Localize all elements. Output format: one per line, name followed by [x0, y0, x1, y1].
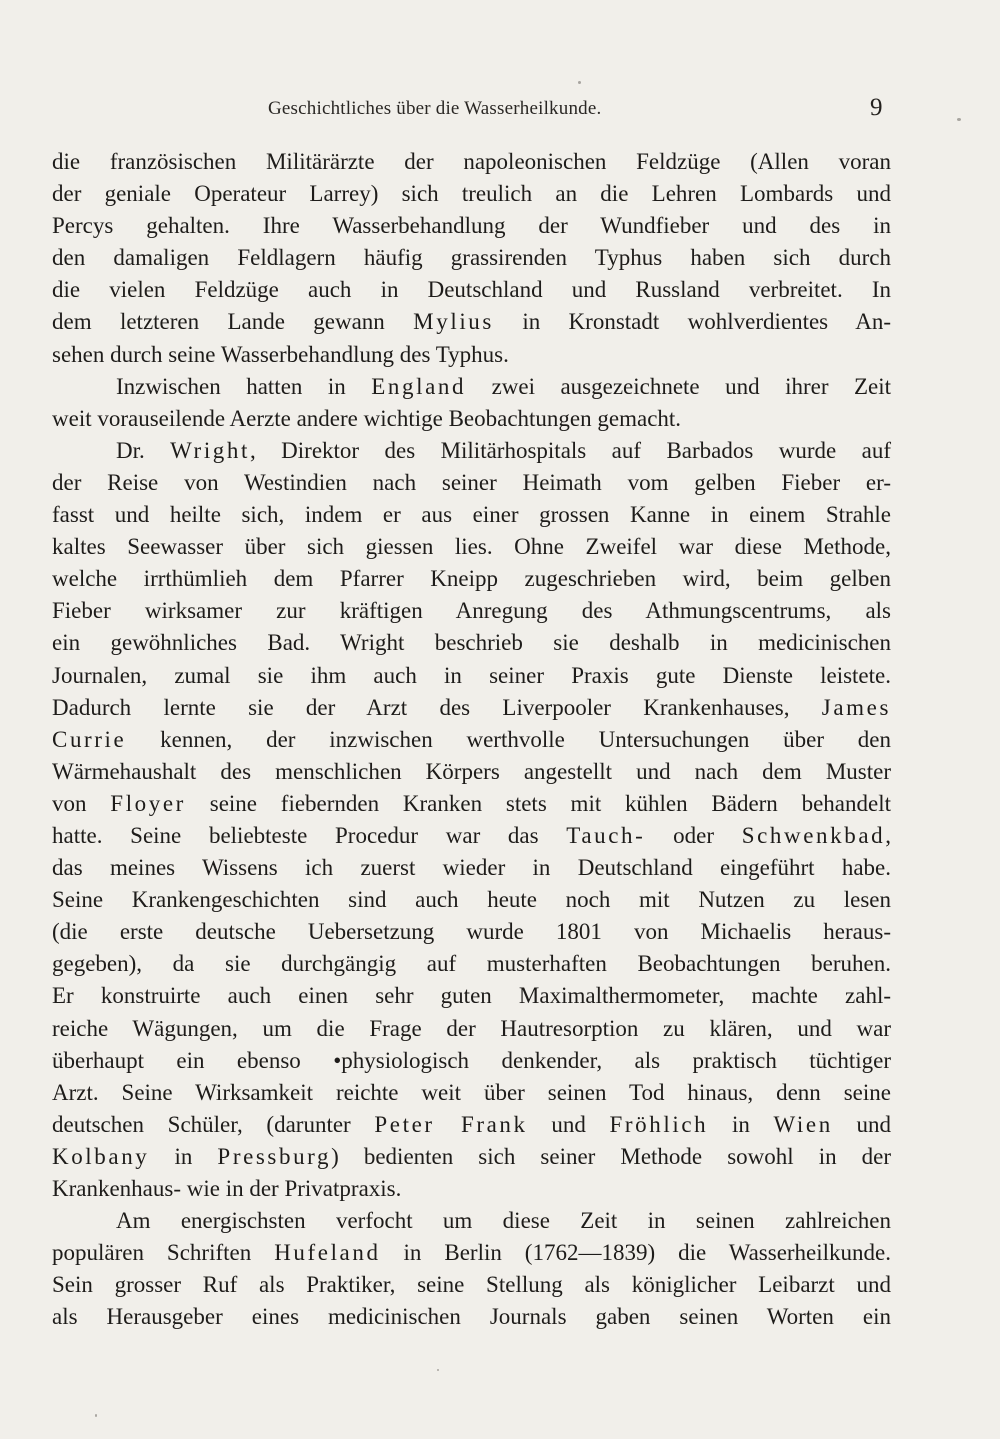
text-segment: , — [885, 822, 891, 848]
text-segment: der Reise von Westindien nach seiner Heimath vom gelben Fieber er- — [52, 469, 891, 495]
emphasized-name: Peter Frank — [374, 1111, 528, 1137]
text-line — [52, 146, 891, 178]
text-segment: Inzwischen hatten in — [116, 373, 372, 399]
text-line — [52, 595, 891, 627]
emphasized-name: Schwenkbad — [741, 822, 886, 848]
text-line — [52, 1045, 891, 1077]
body-text — [52, 146, 891, 1333]
text-segment: fasst und heilte sich, indem er aus einer grossen Kanne in einem Strahle — [52, 502, 891, 528]
text-line — [52, 1141, 891, 1173]
text-line — [52, 724, 891, 756]
text-line — [52, 1077, 891, 1109]
text-segment: ) bedienten sich seiner Methode sowohl in der — [331, 1143, 892, 1169]
text-line — [52, 884, 891, 916]
text-segment: der geniale Operateur Larrey) sich treulich an die Lehren Lombards und — [52, 181, 891, 207]
text-segment: Seine Krankengeschichten sind auch heute noch mit Nutzen zu lesen — [52, 887, 891, 913]
text-line — [52, 820, 891, 852]
text-line — [52, 563, 891, 595]
text-segment: Am energischsten verfocht um diese Zeit in seinen zahlreichen — [116, 1208, 891, 1234]
text-segment: seine fiebernden Kranken stets mit kühlen Bädern behandelt — [185, 790, 892, 816]
text-segment: Dadurch lernte sie der Arzt des Liverpooler Krankenhauses, — [52, 694, 822, 720]
text-line — [52, 242, 891, 274]
emphasized-name: Mylius — [413, 309, 494, 335]
emphasized-name: England — [371, 373, 467, 399]
text-segment: welche irrthümlieh dem Pfarrer Kneipp zugeschrieben wird, beim gelben — [52, 566, 891, 592]
text-segment: als Herausgeber eines medicinischen Journals gaben seinen Worten ein — [52, 1304, 891, 1330]
emphasized-name: Pressburg — [217, 1143, 332, 1169]
text-segment: und — [832, 1111, 891, 1137]
text-segment: dem letzteren Lande gewann — [52, 309, 414, 335]
text-line — [52, 627, 891, 659]
text-line — [52, 692, 891, 724]
text-line — [52, 916, 891, 948]
text-line — [52, 852, 891, 884]
emphasized-name: Currie — [52, 726, 127, 752]
text-line — [52, 210, 891, 242]
text-line — [52, 306, 891, 338]
text-segment: , Direktor des Militärhospitals auf Barbados wurde auf — [250, 437, 891, 463]
text-line — [52, 1237, 891, 1269]
text-segment: kennen, der inzwischen werthvolle Untersuchungen über den — [126, 726, 891, 752]
emphasized-name: James — [821, 694, 891, 720]
text-line — [52, 178, 891, 210]
text-segment: und — [527, 1111, 610, 1137]
text-line — [52, 1109, 891, 1141]
text-segment: überhaupt ein ebenso •physiologisch denkender, als praktisch tüchtiger — [52, 1047, 891, 1073]
text-segment: den damaligen Feldlagern häufig grassirenden Typhus haben sich durch — [52, 245, 891, 271]
emphasized-name: Kolbany — [52, 1143, 150, 1169]
text-segment: oder — [645, 822, 742, 848]
text-line — [52, 499, 891, 531]
text-line — [52, 467, 891, 499]
text-segment: sehen durch seine Wasserbehandlung des Typhus. — [52, 341, 509, 367]
text-segment: Fieber wirksamer zur kräftigen Anregung des Athmungscentrums, als — [52, 598, 891, 624]
text-line — [52, 1205, 891, 1237]
text-line — [52, 435, 891, 467]
text-line — [52, 371, 891, 403]
text-segment: in Kronstadt wohlverdientes An- — [493, 309, 891, 335]
text-line — [52, 339, 891, 371]
text-segment: das meines Wissens ich zuerst wieder in Deutschland eingeführt habe. — [52, 855, 891, 881]
text-segment: von — [52, 790, 111, 816]
text-line — [52, 1173, 891, 1205]
text-segment: Krankenhaus- wie in der Privatpraxis. — [52, 1176, 402, 1201]
print-speck — [578, 81, 581, 84]
text-line — [52, 1269, 891, 1301]
print-speck — [437, 1369, 439, 1371]
text-segment: die französischen Militärärzte der napoleonischen Feldzüge (Allen voran — [52, 149, 891, 174]
text-segment: kaltes Seewasser über sich giessen lies. Ohne Zweifel war diese Methode, — [52, 534, 891, 560]
text-line — [52, 274, 891, 306]
text-line — [52, 756, 891, 788]
text-line — [52, 980, 891, 1012]
emphasized-name: Hufeland — [274, 1240, 381, 1266]
text-segment: weit vorauseilende Aerzte andere wichtige Beobachtungen gemacht. — [52, 405, 682, 431]
text-line — [52, 1301, 891, 1333]
text-segment: Sein grosser Ruf als Praktiker, seine Stellung als königlicher Leibarzt und — [52, 1272, 891, 1298]
running-title: Geschichtliches über die Wasserheilkunde. — [268, 98, 602, 119]
text-segment: zwei ausgezeichnete und ihrer Zeit — [466, 373, 891, 399]
text-segment: ein gewöhnliches Bad. Wright beschrieb sie deshalb in medicinischen — [52, 630, 891, 656]
text-segment: Er konstruirte auch einen sehr guten Maximalthermometer, machte zahl- — [52, 983, 891, 1009]
emphasized-name: Floyer — [110, 790, 186, 816]
page-number: 9 — [870, 94, 883, 121]
text-line — [52, 1013, 891, 1045]
text-segment: deutschen Schüler, (darunter — [52, 1111, 375, 1137]
print-speck — [95, 1414, 97, 1417]
running-header — [0, 96, 1000, 126]
text-line — [52, 403, 891, 435]
text-segment: Arzt. Seine Wirksamkeit reichte weit über seinen Tod hinaus, denn seine — [52, 1079, 891, 1105]
print-speck — [957, 118, 961, 121]
emphasized-name: Tauch- — [566, 822, 646, 848]
text-segment: hatte. Seine beliebteste Procedur war das — [52, 822, 567, 848]
text-line — [52, 788, 891, 820]
text-segment: gegeben), da sie durchgängig auf musterhaften Beobachtungen beruhen. — [52, 951, 891, 977]
text-line — [52, 948, 891, 980]
text-line — [52, 531, 891, 563]
text-segment: die vielen Feldzüge auch in Deutschland und Russland verbreitet. In — [52, 277, 891, 303]
text-segment: in Berlin (1762—1839) die Wasserheilkunde. — [380, 1240, 892, 1266]
text-segment: in — [149, 1143, 218, 1169]
text-segment: (die erste deutsche Uebersetzung wurde 1801 von Michaelis heraus- — [52, 919, 891, 945]
emphasized-name: Wien — [773, 1111, 833, 1137]
text-line — [52, 660, 891, 692]
emphasized-name: Wright — [170, 437, 250, 463]
text-segment: Wärmehaushalt des menschlichen Körpers angestellt und nach dem Muster — [52, 758, 891, 784]
text-segment: Dr. — [116, 437, 171, 463]
text-segment: reiche Wägungen, um die Frage der Hautresorption zu klären, und war — [52, 1015, 891, 1041]
emphasized-name: Fröhlich — [609, 1111, 709, 1137]
text-segment: Percys gehalten. Ihre Wasserbehandlung der Wundfieber und des in — [52, 213, 891, 239]
text-segment: in — [708, 1111, 774, 1137]
text-segment: Journalen, zumal sie ihm auch in seiner Praxis gute Dienste leistete. — [52, 662, 891, 688]
text-segment: populären Schriften — [52, 1240, 275, 1266]
